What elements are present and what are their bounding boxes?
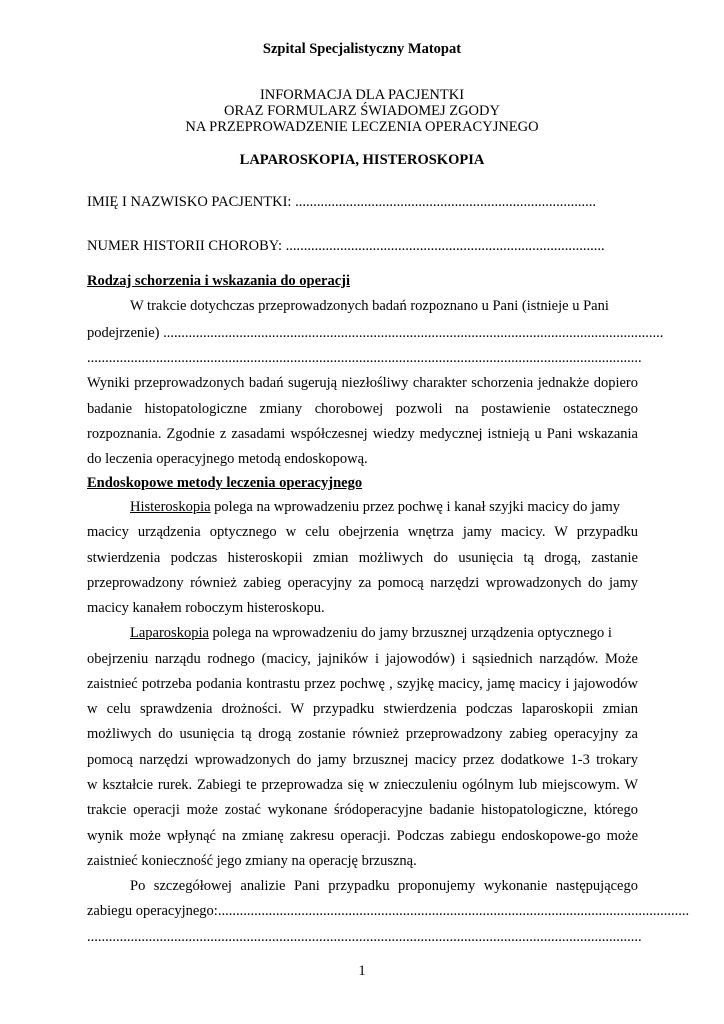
indications-line-3-dots: ......................................................................................................................................................... xyxy=(87,350,642,366)
hysteroscopy-term: Histeroskopia xyxy=(130,499,211,515)
results-line-2: badanie histopatologiczne zmiany chorobowej pozwoli na postawienie ostatecznego xyxy=(87,401,638,417)
hysteroscopy-line-3: stwierdzenia podczas histeroskopii zmian możliwych do usunięcia tą drogą, zastanie xyxy=(87,550,638,566)
proposal-line-2-text: zabiegu operacyjnego: xyxy=(87,903,218,919)
proposal-line-1: Po szczegółowej analizie Pani przypadku proponujemy wykonanie następującego xyxy=(130,878,638,894)
indications-line-2 xyxy=(87,325,664,342)
history-number-dots: ........................................................................................ xyxy=(285,238,605,254)
hysteroscopy-line-1-rest: polega na wprowadzeniu przez pochwę i kanał szyjki macicy do jamy xyxy=(210,499,621,515)
indications-line-1: W trakcie dotychczas przeprowadzonych badań rozpoznano u Pani (istnieje u Pani xyxy=(130,298,609,314)
laparoscopy-line-1-rest: polega na wprowadzeniu do jamy brzusznej urządzenia optycznego i xyxy=(208,625,612,641)
hysteroscopy-line-4: przeprowadzony również zabieg operacyjny za pomocą narzędzi wprowadzonych do jamy xyxy=(87,575,638,591)
indications-line-2-dots: .......................................................................................................................................... xyxy=(163,325,664,341)
laparoscopy-line-6: pomocą narzędzi wprowadzonych do jamy brzusznej macicy przez dodatkowe 1-3 trokary xyxy=(87,752,638,768)
patient-name-label: IMIĘ I NAZWISKO PACJENTKI: xyxy=(87,194,292,210)
patient-name-dots: ................................................................................... xyxy=(295,194,596,210)
indications-line-2-text: podejrzenie) xyxy=(87,325,160,341)
laparoscopy-line-2: obejrzeniu narządu rodnego (macicy, jajników i jajowodów) i sąsiednich narządów. Może xyxy=(87,651,638,667)
results-line-4: do leczenia operacyjnego metodą endoskopową. xyxy=(87,451,368,467)
section-heading-indications: Rodzaj schorzenia i wskazania do operacji xyxy=(87,273,350,289)
procedure-title: LAPAROSKOPIA, HISTEROSKOPIA xyxy=(239,152,485,168)
section-heading-methods: Endoskopowe metody leczenia operacyjnego xyxy=(87,475,363,491)
proposal-line-2 xyxy=(87,903,690,920)
hysteroscopy-line-2: macicy urządzenia optycznego w celu obejrzenia wnętrza jamy macicy. W przypadku xyxy=(87,524,638,540)
laparoscopy-line-10: zaistnieć konieczność jego zmiany na operację brzuszną. xyxy=(87,853,417,869)
proposal-line-2-dots: .................................................................................................................................. xyxy=(217,903,690,919)
page-number: 1 xyxy=(358,963,366,979)
laparoscopy-line-7: w kształcie rurek. Zabiegi te przeprowadza się w znieczuleniu ogólnym lub miejscowym. W xyxy=(87,777,638,793)
laparoscopy-line-5: możliwych do usunięcia tą drogą zostanie również przeprowadzony zabieg operacyjny za xyxy=(87,726,638,742)
title-line-3: NA PRZEPROWADZENIE LECZENIA OPERACYJNEGO xyxy=(185,119,539,135)
history-number-label: NUMER HISTORII CHOROBY: xyxy=(87,238,282,254)
hysteroscopy-line-5: macicy kanałem roboczym histeroskopu. xyxy=(87,600,325,616)
patient-name-field xyxy=(87,194,596,211)
title-line-1: INFORMACJA DLA PACJENTKI xyxy=(259,87,465,103)
results-line-1: Wyniki przeprowadzonych badań sugerują niezłośliwy charakter schorzenia jednakże dopiero xyxy=(87,375,638,391)
title-line-2: ORAZ FORMULARZ ŚWIADOMEJ ZGODY xyxy=(224,103,500,119)
laparoscopy-line-8: trakcie operacji może zostać wykonane śródoperacyjne badanie histopatologiczne, którego xyxy=(87,802,638,818)
hysteroscopy-line-1 xyxy=(130,499,620,516)
hospital-name: Szpital Specjalistyczny Matopat xyxy=(262,41,462,57)
laparoscopy-line-9: wynik może wpłynąć na zmianę zakresu operacji. Podczas zabiegu endoskopowe-go może xyxy=(87,828,638,844)
results-line-3: rozpoznania. Zgodnie z zasadami współczesnej wiedzy medycznej istnieją u Pani wskazania xyxy=(87,426,638,442)
laparoscopy-line-4: w celu sprawdzenia drożności. W przypadku stwierdzenia podczas laparoskopii zmian xyxy=(87,701,638,717)
proposal-line-3-dots: ......................................................................................................................................................... xyxy=(87,929,642,945)
laparoscopy-line-3: zaistnieć potrzeba podania kontrastu przez pochwę , szyjkę macicy, jamę macicy i jajowodów xyxy=(87,676,638,692)
laparoscopy-term: Laparoskopia xyxy=(130,625,209,641)
history-number-field xyxy=(87,238,605,255)
laparoscopy-line-1 xyxy=(130,625,612,642)
